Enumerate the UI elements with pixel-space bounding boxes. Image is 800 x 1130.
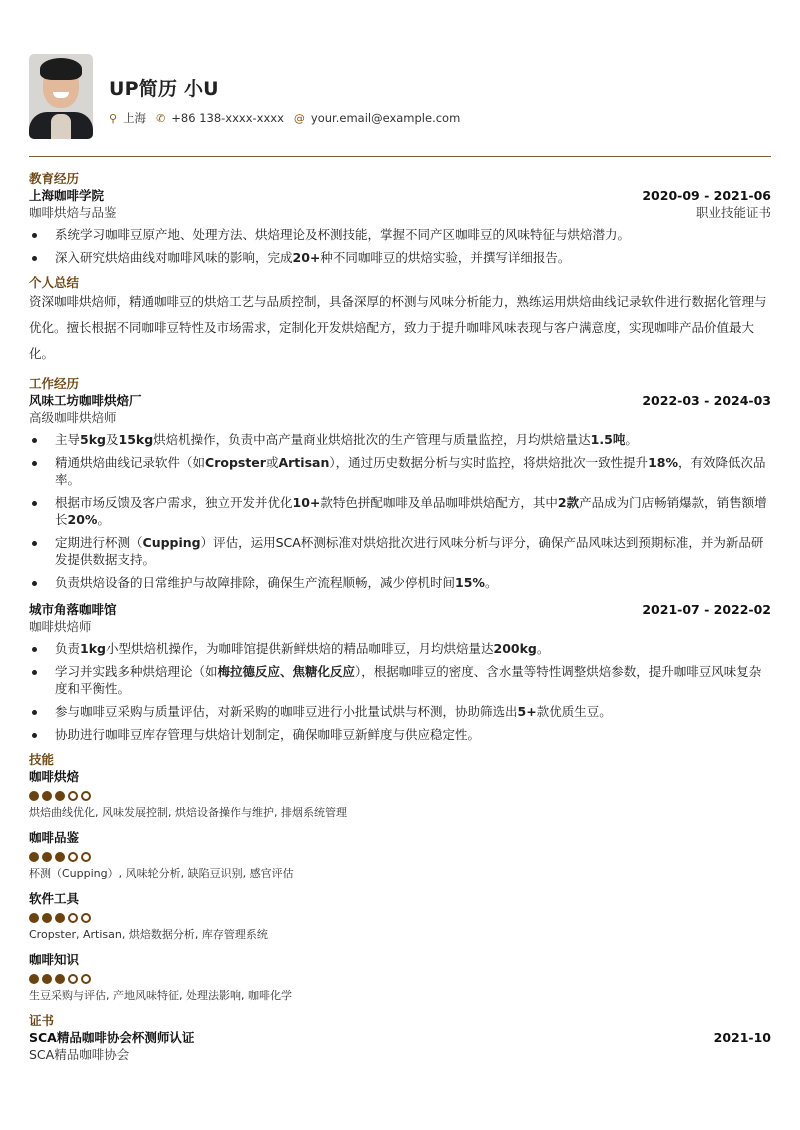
job-date: 2022-03 - 2024-03 (642, 393, 771, 408)
section-title: 工作经历 (29, 376, 80, 391)
empty-dot-icon (81, 913, 91, 923)
job-date: 2021-07 - 2022-02 (642, 602, 771, 617)
section-title: 教育经历 (29, 171, 80, 186)
map-pin-icon: ⚲ (109, 111, 118, 125)
phone-icon: ✆ (156, 111, 166, 125)
filled-dot-icon (55, 791, 65, 801)
skill-description: 烘焙曲线优化, 风味发展控制, 烘焙设备操作与维护, 排烟系统管理 (29, 806, 347, 819)
skill-item (29, 829, 771, 882)
header-divider (29, 156, 771, 157)
filled-dot-icon (42, 913, 52, 923)
certificate-list (29, 1029, 771, 1063)
filled-dot-icon (55, 974, 65, 984)
job-entry (29, 601, 771, 743)
contact-location (109, 110, 146, 126)
skill-item (29, 768, 771, 821)
empty-dot-icon (68, 913, 78, 923)
education-section (29, 170, 771, 266)
skill-name: 软件工具 (29, 891, 80, 906)
job-list (29, 392, 771, 743)
filled-dot-icon (29, 852, 39, 862)
filled-dot-icon (42, 791, 52, 801)
bullet-item: 系统学习咖啡豆原产地、处理方法、烘焙理论及杯测技能，掌握不同产区咖啡豆的风味特征与烘焙潜力。 (29, 226, 771, 243)
job-header (29, 392, 771, 409)
contact-info (109, 110, 470, 126)
filled-dot-icon (29, 791, 39, 801)
major: 咖啡烘焙与品鉴 (29, 205, 117, 220)
company-name: 风味工坊咖啡烘焙厂 (29, 393, 142, 408)
candidate-name: UP简历 小U (109, 78, 219, 100)
contact-email[interactable] (294, 111, 460, 125)
skill-level-dots (29, 974, 771, 984)
skill-name: 咖啡知识 (29, 952, 80, 967)
filled-dot-icon (42, 852, 52, 862)
certificate-name: SCA精品咖啡协会杯测师认证 (29, 1030, 195, 1045)
bullet-item: 深入研究烘焙曲线对咖啡风味的影响，完成20+种不同咖啡豆的烘焙实验，并撰写详细报告。 (29, 249, 771, 266)
skill-item (29, 951, 771, 1004)
bullet-item: 负责1kg小型烘焙机操作，为咖啡馆提供新鲜烘焙的精品咖啡豆，月均烘焙量达200kg。 (29, 640, 771, 657)
job-role: 高级咖啡烘焙师 (29, 410, 117, 425)
education-date: 2020-09 - 2021-06 (642, 188, 771, 203)
school-name: 上海咖啡学院 (29, 188, 105, 203)
job-bullets (29, 431, 771, 591)
bullet-item: 学习并实践多种烘焙理论（如梅拉德反应、焦糖化反应），根据咖啡豆的密度、含水量等特性调整烘焙参数，提升咖啡豆风味复杂度和平衡性。 (29, 663, 771, 697)
bullet-item: 根据市场反馈及客户需求，独立开发并优化10+款特色拼配咖啡及单品咖啡烘焙配方，其中2款产品成为门店畅销爆款，销售额增长20%。 (29, 494, 771, 528)
bullet-item: 主导5kg及15kg烘焙机操作，负责中高产量商业烘焙批次的生产管理与质量监控，月均烘焙量达1.5吨。 (29, 431, 771, 448)
skill-level-dots (29, 791, 771, 801)
skills-section (29, 751, 771, 1004)
section-title: 个人总结 (29, 275, 80, 290)
certificate-header (29, 1029, 771, 1046)
avatar (29, 54, 93, 139)
empty-dot-icon (81, 791, 91, 801)
bullet-item: 协助进行咖啡豆库存管理与烘焙计划制定，确保咖啡豆新鲜度与供应稳定性。 (29, 726, 771, 743)
empty-dot-icon (81, 852, 91, 862)
job-role: 咖啡烘焙师 (29, 619, 92, 634)
bullet-item: 负责烘焙设备的日常维护与故障排除，确保生产流程顺畅，减少停机时间15%。 (29, 574, 771, 591)
bullet-item: 精通烘焙曲线记录软件（如Cropster或Artisan），通过历史数据分析与实时监控，将烘焙批次一致性提升18%，有效降低次品率。 (29, 454, 771, 488)
empty-dot-icon (81, 974, 91, 984)
email-text[interactable]: your.email@example.com (310, 111, 461, 125)
filled-dot-icon (55, 852, 65, 862)
skill-level-dots (29, 913, 771, 923)
resume-header (29, 54, 470, 139)
skill-description: 杯测（Cupping）, 风味轮分析, 缺陷豆识别, 感官评估 (29, 867, 294, 880)
summary-text: 资深咖啡烘焙师，精通咖啡豆的烘焙工艺与品质控制，具备深厚的杯测与风味分析能力，熟练运用烘焙曲线记录软件进行数据化管理与优化。擅长根据不同咖啡豆特性及市场需求，定制化开发烘焙配方，致力于提升咖啡风味表现与客户满意度，实现咖啡产品价值最大化。 (29, 294, 767, 361)
skill-name: 咖啡烘焙 (29, 769, 80, 784)
phone-text: +86 138-xxxx-xxxx (171, 111, 284, 125)
resume-content (29, 170, 771, 1063)
contact-phone (156, 111, 284, 125)
filled-dot-icon (55, 913, 65, 923)
section-title: 证书 (29, 1013, 55, 1028)
location-text: 上海 (123, 111, 147, 125)
empty-dot-icon (68, 974, 78, 984)
company-name: 城市角落咖啡馆 (29, 602, 117, 617)
certificates-section (29, 1012, 771, 1063)
education-bullets (29, 226, 771, 266)
work-section (29, 375, 771, 743)
certificate-issuer: SCA精品咖啡协会 (29, 1047, 130, 1062)
job-entry (29, 392, 771, 591)
filled-dot-icon (42, 974, 52, 984)
empty-dot-icon (68, 791, 78, 801)
skill-level-dots (29, 852, 771, 862)
certificate-date: 2021-10 (713, 1030, 771, 1045)
empty-dot-icon (68, 852, 78, 862)
filled-dot-icon (29, 974, 39, 984)
degree: 职业技能证书 (695, 205, 771, 220)
skill-name: 咖啡品鉴 (29, 830, 80, 845)
filled-dot-icon (29, 913, 39, 923)
skill-list (29, 768, 771, 1004)
summary-section (29, 274, 771, 367)
bullet-item: 定期进行杯测（Cupping）评估，运用SCA杯测标准对烘焙批次进行风味分析与评分，确保产品风味达到预期标准，并为新品研发提供数据支持。 (29, 534, 771, 568)
job-header (29, 601, 771, 618)
job-bullets (29, 640, 771, 743)
certificate-item (29, 1029, 771, 1063)
skill-description: 生豆采购与评估, 产地风味特征, 处理法影响, 咖啡化学 (29, 989, 292, 1002)
section-title: 技能 (29, 752, 55, 767)
bullet-item: 参与咖啡豆采购与质量评估，对新采购的咖啡豆进行小批量试烘与杯测，协助筛选出5+款优质生豆。 (29, 703, 771, 720)
skill-item (29, 890, 771, 943)
at-icon: @ (293, 111, 305, 125)
skill-description: Cropster, Artisan, 烘焙数据分析, 库存管理系统 (29, 928, 268, 941)
